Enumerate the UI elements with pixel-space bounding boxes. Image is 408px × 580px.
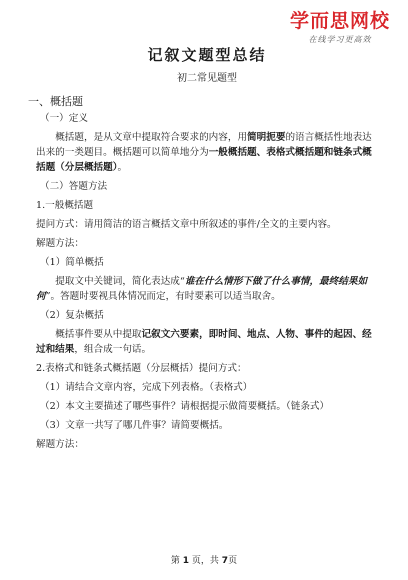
method-1-question: 提问方式：请用简洁的语言概括文章中所叙述的事件/全文的主要内容。 (36, 219, 337, 230)
simple-summary-heading: （1）简单概括 (40, 257, 104, 268)
document-title: 记叙文题型总结 (147, 46, 267, 64)
method-1-heading: 1.一般概括题 (36, 200, 94, 211)
subsection-definition: （一）定义 (40, 113, 88, 124)
document-subtitle: 初二常见题型 (177, 73, 237, 84)
page-total: 7 (221, 556, 229, 566)
page-number: 1 (182, 556, 190, 566)
brand-logo (290, 6, 390, 45)
subsection-method: （二）答题方法 (40, 181, 108, 192)
method-1-solution-label: 解题方法： (36, 238, 84, 249)
document-body (28, 46, 378, 456)
method-2-item: （2）本文主要描述了哪些事件？请根据提示做简要概括。（链条式） (40, 401, 330, 412)
complex-summary-paragraph: 概括事件要从中提取记叙文六要素，即时间、地点、人物、事件的起因、经过和结果，组合成一句话。 (36, 329, 372, 355)
logo-title: 学而思网校 (289, 10, 390, 32)
method-2-solution-label: 解题方法： (36, 439, 84, 450)
definition-paragraph: 概括题，是从文章中提取符合要求的内容，用简明扼要的语言概括性地表达出来的一类题目。概括题可以简单地分为一般概括题、表格式概括题和链条式概括题（分层概括题）。 (36, 132, 372, 173)
logo-slogan: 在线学习更高效 (308, 35, 372, 44)
method-2-item: （3）文章一共写了哪几件事？请简要概括。 (40, 420, 229, 431)
method-2-heading: 2.表格式和链条式概括题（分层概括）提问方式： (36, 363, 247, 374)
page-footer: 第 1 页，共 7页 (170, 556, 238, 566)
complex-summary-heading: （2）复杂概括 (40, 310, 104, 321)
simple-summary-paragraph: 提取文中关键词，简化表达成“谁在什么情形下做了什么事情，最终结果如何”。答题时要视具体情况而定，有时要素可以适当取舍。 (36, 276, 368, 302)
section-heading: 一、概括题 (28, 95, 83, 108)
method-2-item: （1）请结合文章内容，完成下列表格。（表格式） (40, 382, 253, 393)
